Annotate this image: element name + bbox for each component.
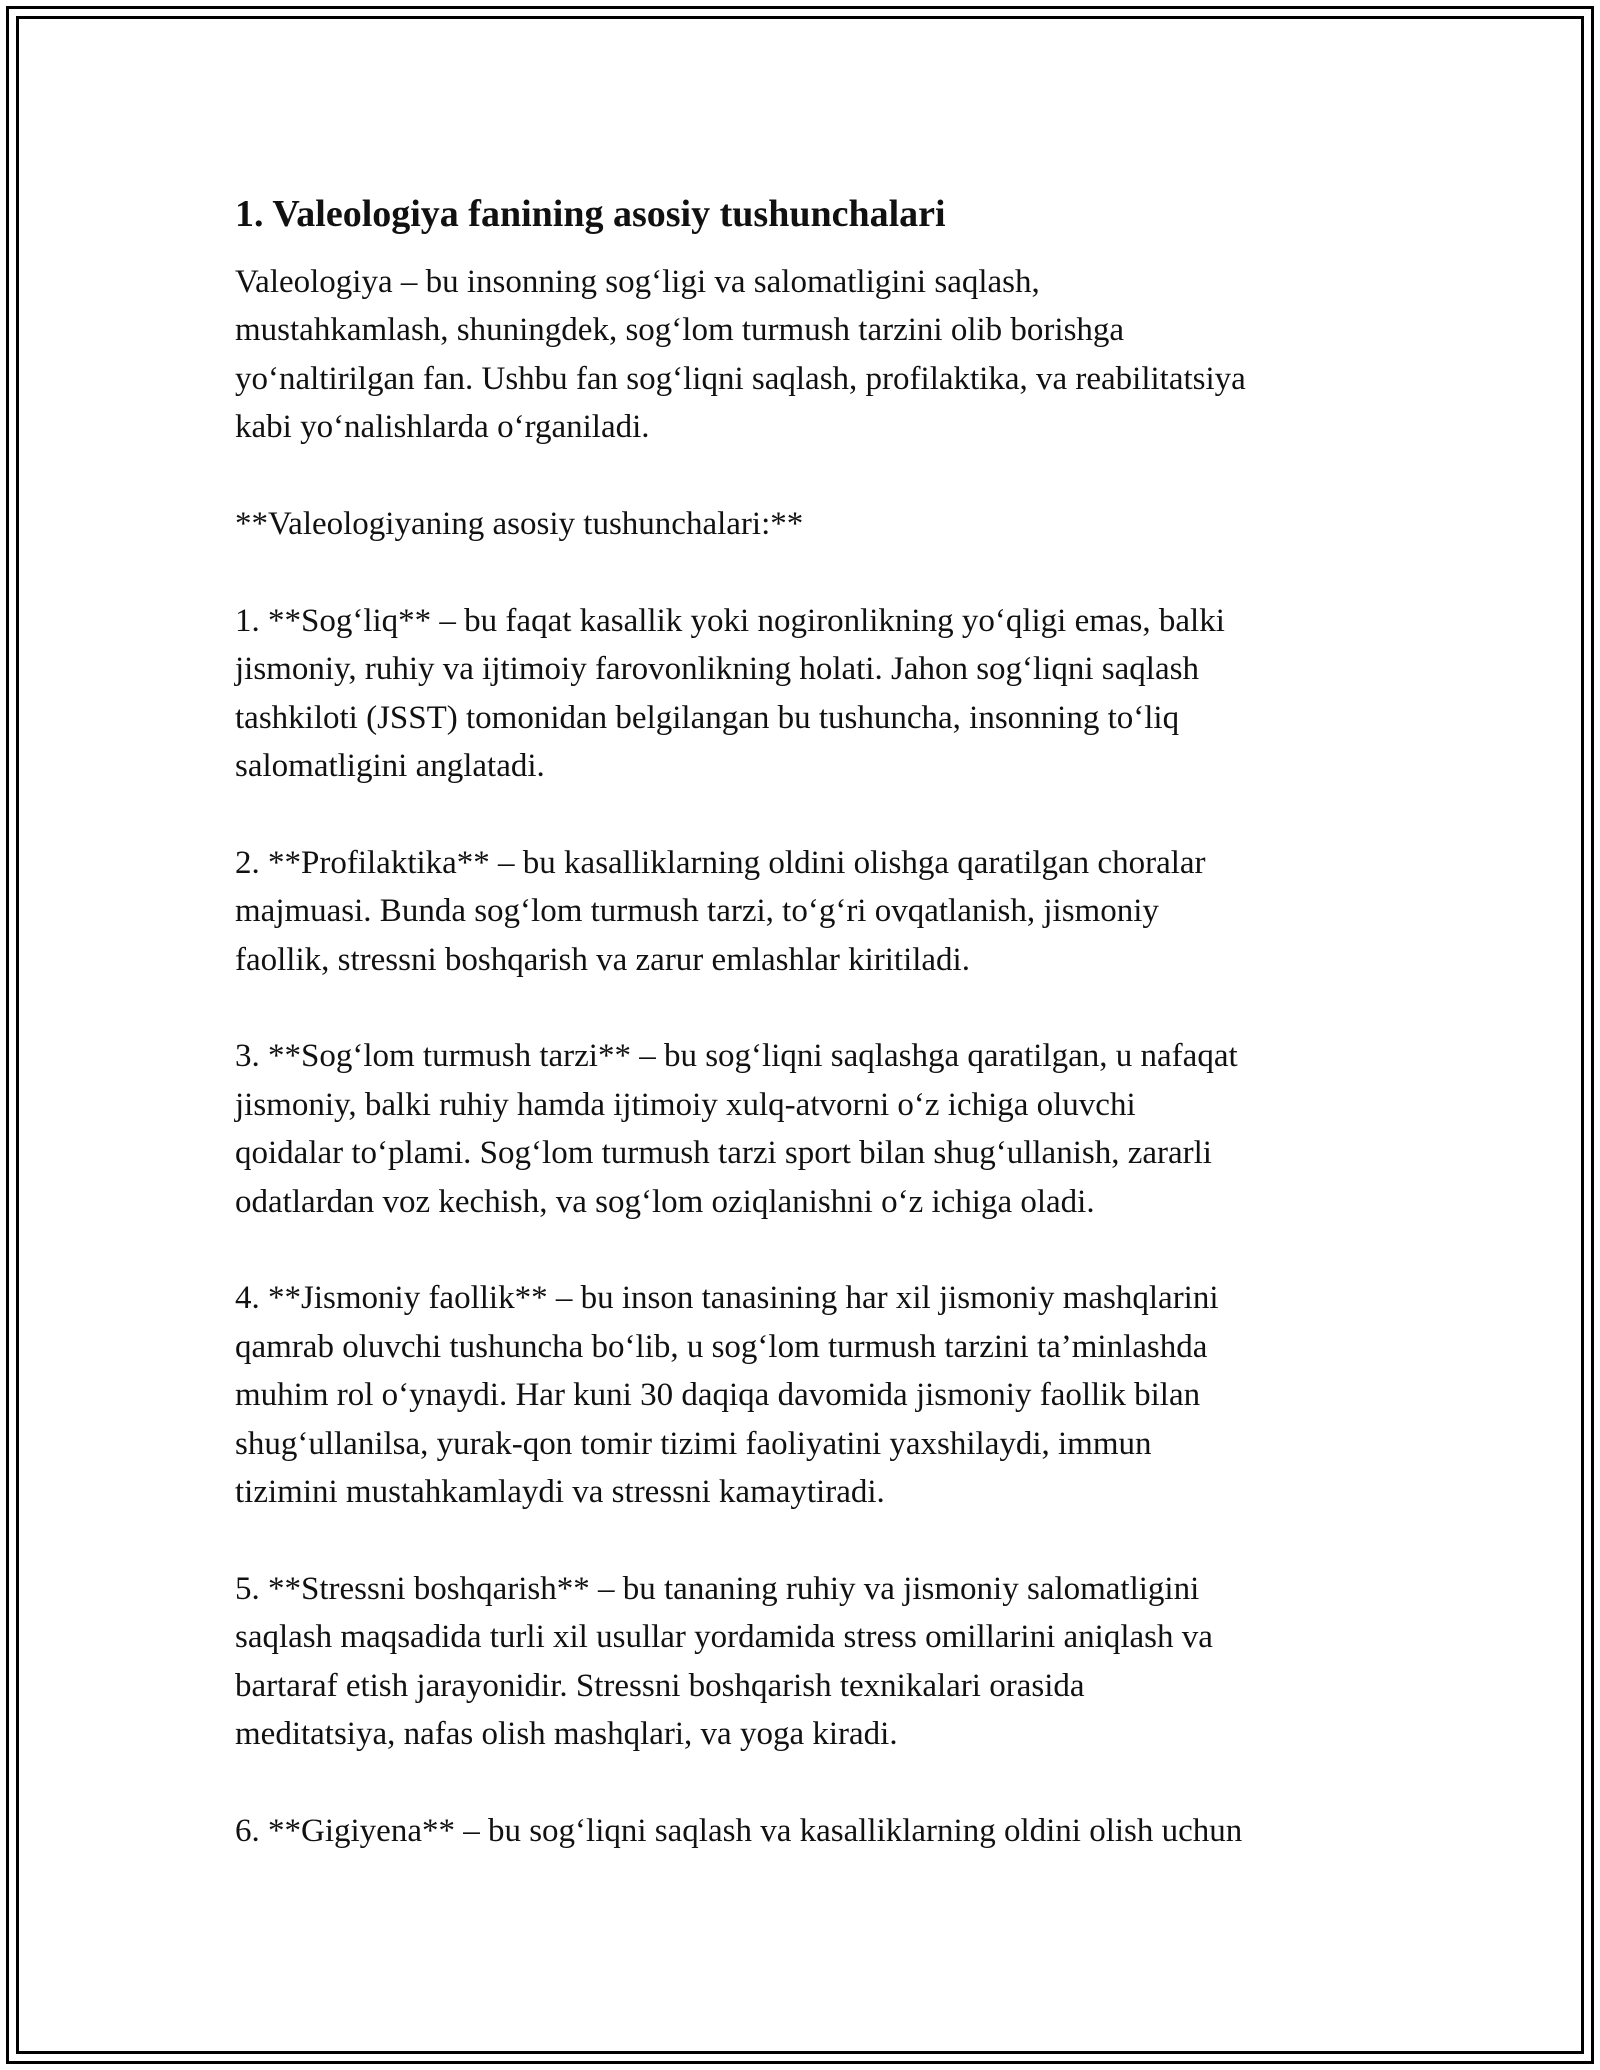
subheading-paragraph <box>235 500 1375 548</box>
section-heading: 1. Valeologiya fanining asosiy tushunchalari <box>235 193 946 235</box>
text-line: bartaraf etish jarayonidir. Stressni boshqarish texnikalari orasida <box>235 1667 1085 1704</box>
item-2-paragraph <box>235 839 1375 984</box>
text-line: 2. **Profilaktika** – bu kasalliklarning oldini olishga qaratilgan choralar <box>235 844 1206 881</box>
text-line: mustahkamlash, shuningdek, sog‘lom turmush tarzini olib borishga <box>235 312 1125 349</box>
text-line: 6. **Gigiyena** – bu sog‘liqni saqlash va kasalliklarning oldini olish uchun <box>235 1812 1243 1849</box>
text-line: salomatligini anglatadi. <box>235 748 545 785</box>
text-line: tashkiloti (JSST) tomonidan belgilangan bu tushuncha, insonning to‘liq <box>235 699 1180 736</box>
text-line: saqlash maqsadida turli xil usullar yordamida stress omillarini aniqlash va <box>235 1619 1213 1656</box>
text-line: 4. **Jismoniy faollik** – bu inson tanasining har xil jismoniy mashqlarini <box>235 1280 1219 1317</box>
text-line: jismoniy, balki ruhiy hamda ijtimoiy xulq-atvorni o‘z ichiga oluvchi <box>235 1086 1136 1123</box>
text-line: shug‘ullanilsa, yurak-qon tomir tizimi faoliyatini yaxshilaydi, immun <box>235 1425 1152 1462</box>
text-line: 3. **Sog‘lom turmush tarzi** – bu sog‘liqni saqlashga qaratilgan, u nafaqat <box>235 1038 1238 1075</box>
text-line: qoidalar to‘plami. Sog‘lom turmush tarzi sport bilan shug‘ullanish, zararli <box>235 1135 1212 1172</box>
text-line: yo‘naltirilgan fan. Ushbu fan sog‘liqni saqlash, profilaktika, va reabilitatsiya <box>235 360 1246 397</box>
text-line: qamrab oluvchi tushuncha bo‘lib, u sog‘lom turmush tarzini ta’minlashda <box>235 1328 1208 1365</box>
text-line: 5. **Stressni boshqarish** – bu tananing ruhiy va jismoniy salomatligini <box>235 1570 1200 1607</box>
document-page <box>235 188 1375 1904</box>
text-line: odatlardan voz kechish, va sog‘lom oziqlanishni o‘z ichiga oladi. <box>235 1183 1095 1220</box>
item-3-paragraph <box>235 1032 1375 1226</box>
text-line: kabi yo‘nalishlarda o‘rganiladi. <box>235 409 650 446</box>
text-line: Valeologiya – bu insonning sog‘ligi va salomatligini saqlash, <box>235 264 1040 300</box>
text-line: faollik, stressni boshqarish va zarur emlashlar kiritiladi. <box>235 941 970 978</box>
text-line: majmuasi. Bunda sog‘lom turmush tarzi, to‘g‘ri ovqatlanish, jismoniy <box>235 893 1159 930</box>
item-4-paragraph <box>235 1274 1375 1516</box>
text-line: 1. **Sog‘liq** – bu faqat kasallik yoki nogironlikning yo‘qligi emas, balki <box>235 602 1225 639</box>
text-line: jismoniy, ruhiy va ijtimoiy farovonlikning holati. Jahon sog‘liqni saqlash <box>235 651 1199 688</box>
item-5-paragraph <box>235 1565 1375 1759</box>
item-1-paragraph <box>235 597 1375 791</box>
intro-paragraph <box>235 258 1375 452</box>
text-line: meditatsiya, nafas olish mashqlari, va yoga kiradi. <box>235 1716 898 1753</box>
text-line: muhim rol o‘ynaydi. Har kuni 30 daqiqa davomida jismoniy faollik bilan <box>235 1377 1201 1414</box>
item-6-paragraph <box>235 1807 1375 1855</box>
text-line: **Valeologiyaning asosiy tushunchalari:** <box>235 506 804 543</box>
text-line: tizimini mustahkamlaydi va stressni kamaytiradi. <box>235 1474 885 1511</box>
